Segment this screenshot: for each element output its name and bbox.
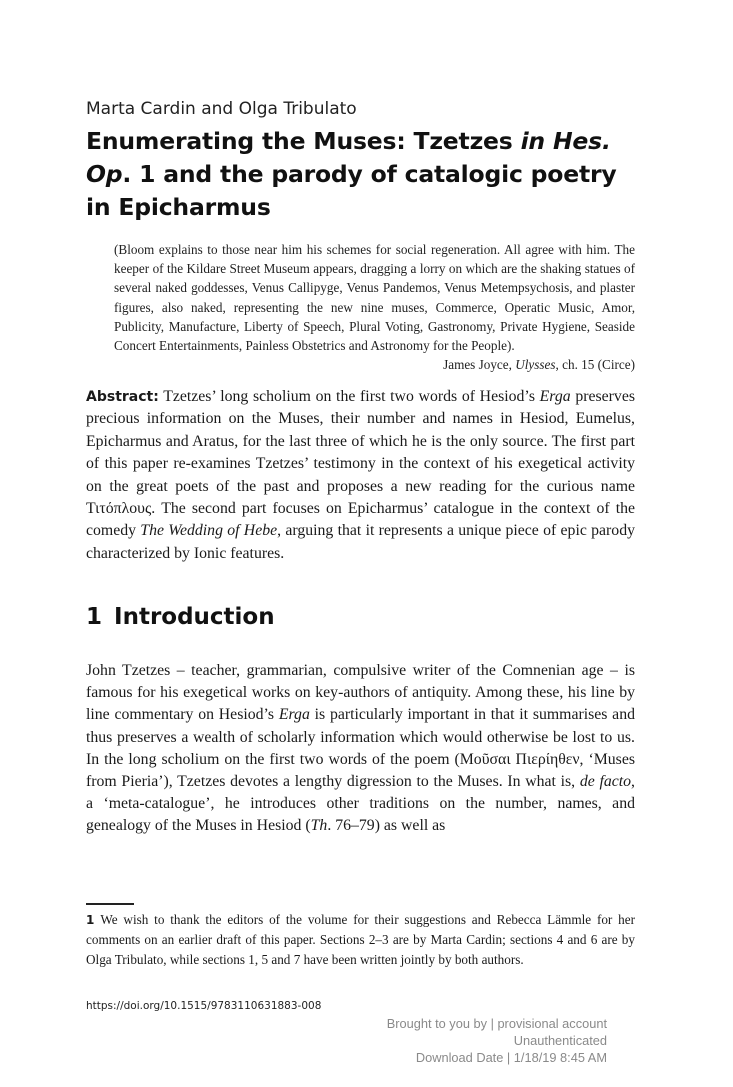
- doi-link[interactable]: https://doi.org/10.1515/9783110631883-008: [86, 1000, 322, 1012]
- intro-italic-3: Th: [310, 817, 328, 835]
- epigraph-work: Ulysses: [515, 357, 556, 373]
- stamp-line-3: Download Date | 1/18/19 8:45 AM: [415, 1050, 607, 1066]
- intro-text-1: John Tzetzes – teacher, grammarian, compulsive writer of the Comnenian age – is famous for his exegetical works on key-authors of antiquity. Among these, his line by line commentary on Hesiod’s: [86, 662, 635, 724]
- footnote-number: 1: [86, 913, 95, 927]
- epigraph-quote: (Bloom explains to those near him his schemes for social regeneration. All agree with him. The keeper of the Kildare Street Museum appears, dragging a lorry on which are the shaking statues of several naked goddesses, Venus Callipyge, Venus Pandemos, Venus Metempsychosis, and plaster figures, also naked, representing the new nine muses, Commerce, Operatic Music, Amor, Publicity, Manufacture, Liberty of Speech, Plural Voting, Gastronomy, Private Hygiene, Seaside Concert Entertainments, Painless Obstetrics and Astronomy for the People).: [114, 242, 635, 354]
- epigraph-attribution: [114, 355, 635, 374]
- title-part-2: . 1 and the parody of catalogic poetry in Epicharmus: [86, 160, 617, 221]
- section-heading: [86, 604, 275, 630]
- intro-text-2: is particularly important in that it summarises and thus preserves a wealth of scholarly information which would otherwise be lost to us. In the long scholium on the first two words of the poem (Μοῦσαι Πιερίηθεν, ‘Muses from Pieria’), Tzetzes devotes a lengthy digression to the Muses. In what is,: [86, 706, 635, 791]
- intro-italic-1: Erga: [278, 706, 310, 724]
- intro-text-3: , a ‘meta-catalogue’, he introduces other traditions on the number, names, and genealogy of the Muses in Hesiod (: [86, 773, 635, 835]
- author-names: Marta Cardin and Olga Tribulato: [86, 99, 357, 119]
- introduction-paragraph: [86, 660, 635, 838]
- epigraph-reference: , ch. 15 (Circe): [555, 357, 635, 373]
- title-italic: in Hes. Op: [86, 127, 611, 188]
- section-title: Introduction: [114, 604, 275, 630]
- intro-text-4: . 76–79) as well as: [327, 817, 446, 835]
- footnote-rule: [86, 903, 134, 905]
- abstract-text-3: , arguing that it represents a unique piece of epic parody characterized by Ionic features.: [86, 522, 635, 562]
- abstract-text-1: Tzetzes’ long scholium on the first two words of Hesiod’s: [158, 388, 540, 405]
- footnote-text: We wish to thank the editors of the volume for their suggestions and Rebecca Lämmle for her comments on an earlier draft of this paper. Sections 2–3 are by Marta Cardin; sections 4 and 6 are by Olga Tribulato, while sections 1, 5 and 7 have been written jointly by both authors.: [86, 912, 635, 967]
- abstract-text-2: preserves precious information on the Muses, their number and names in Hesiod, Eumelus, Epicharmus and Aratus, for the last three of which he is the only source. The first part of this paper re-examines Tzetzes’ testimony in the context of his exegetical activity on the great poets of the past and proposes a new reading for the curious name Τιτόπλους. The second part focuses on Epicharmus’ catalogue in the context of the comedy: [86, 388, 635, 540]
- intro-italic-2: de facto: [579, 773, 632, 791]
- download-stamp: [387, 1015, 607, 1067]
- section-number: 1: [86, 604, 103, 630]
- footnote: [86, 910, 635, 969]
- epigraph-author: James Joyce,: [443, 357, 516, 373]
- epigraph: [114, 240, 635, 374]
- abstract-italic-1: Erga: [539, 388, 571, 405]
- stamp-line-1: Brought to you by | provisional account: [386, 1016, 607, 1031]
- abstract-italic-2: The Wedding of Hebe: [140, 522, 278, 540]
- stamp-line-2: Unauthenticated: [513, 1033, 607, 1049]
- abstract: [86, 386, 635, 565]
- title-part-1: Enumerating the Muses: Tzetzes: [86, 127, 521, 155]
- paper-title: [86, 125, 646, 224]
- abstract-label: Abstract:: [86, 389, 159, 405]
